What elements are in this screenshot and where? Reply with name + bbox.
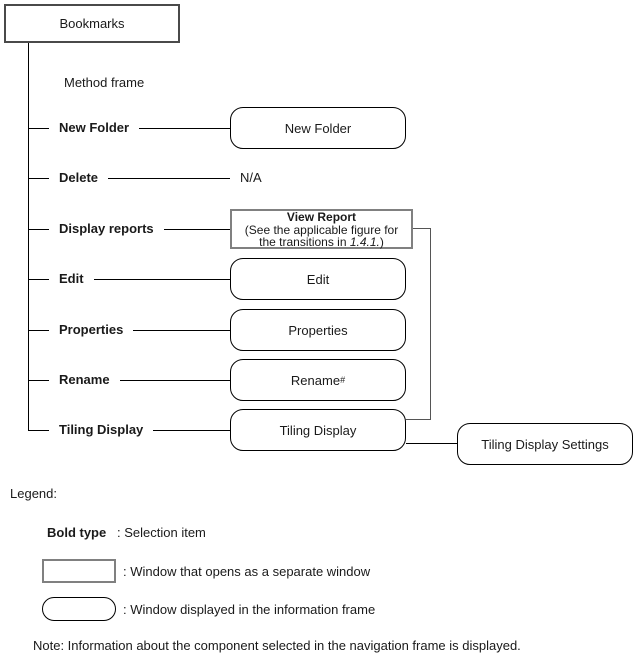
menu-item-delete: Delete bbox=[49, 168, 108, 188]
view-report-section-ref: 1.4.1. bbox=[349, 235, 380, 249]
legend-bold-desc: : Selection item bbox=[117, 525, 206, 540]
rename-window-label: Rename bbox=[290, 372, 341, 388]
menu-item-display-reports: Display reports bbox=[49, 219, 164, 239]
edit-window-label: Edit bbox=[306, 271, 330, 287]
menu-item-rename: Rename bbox=[49, 370, 120, 390]
connector-tiling-settings bbox=[406, 443, 457, 444]
tiling-display-settings-window bbox=[457, 423, 633, 465]
bookmarks-root-box bbox=[4, 4, 180, 43]
view-report-note-box bbox=[230, 209, 413, 249]
legend-separate-window-desc: : Window that opens as a separate window bbox=[123, 564, 371, 579]
edit-window bbox=[230, 258, 406, 300]
view-report-line2-suffix: ) bbox=[379, 235, 384, 249]
legend-information-frame-desc: : Window displayed in the information frame bbox=[123, 602, 376, 617]
menu-item-new-folder: New Folder bbox=[49, 118, 139, 138]
diagram-note: Note: Information about the component selected in the navigation frame is displayed. bbox=[33, 638, 521, 653]
method-frame-label: Method frame bbox=[64, 75, 145, 90]
view-report-line2-prefix: the transitions in bbox=[259, 235, 350, 249]
properties-window bbox=[230, 309, 406, 351]
new-folder-window-label: New Folder bbox=[284, 120, 352, 136]
view-report-line2 bbox=[232, 236, 411, 249]
tree-trunk-line bbox=[28, 43, 29, 431]
legend-information-frame-swatch bbox=[42, 597, 116, 621]
tiling-display-window-label: Tiling Display bbox=[279, 422, 357, 438]
connector-viewreport-out bbox=[413, 228, 431, 229]
tiling-display-window bbox=[230, 409, 406, 451]
menu-item-edit: Edit bbox=[49, 269, 94, 289]
bookmarks-root-label: Bookmarks bbox=[59, 16, 125, 31]
legend-bold-term: Bold type bbox=[47, 525, 107, 540]
connector-vertical bbox=[430, 228, 431, 420]
view-report-line1: (See the applicable figure for bbox=[244, 222, 399, 237]
legend-separate-window-swatch bbox=[42, 559, 116, 583]
legend-title: Legend: bbox=[10, 486, 57, 501]
rename-window: Rename # bbox=[230, 359, 406, 401]
new-folder-window bbox=[230, 107, 406, 149]
tiling-display-settings-label: Tiling Display Settings bbox=[481, 436, 609, 452]
properties-window-label: Properties bbox=[288, 322, 348, 338]
view-report-title: View Report bbox=[286, 210, 357, 224]
connector-into-tiling-display bbox=[406, 419, 431, 420]
menu-item-tiling-display: Tiling Display bbox=[49, 420, 153, 440]
menu-item-properties: Properties bbox=[49, 320, 133, 340]
delete-result-na: N/A bbox=[240, 170, 262, 185]
